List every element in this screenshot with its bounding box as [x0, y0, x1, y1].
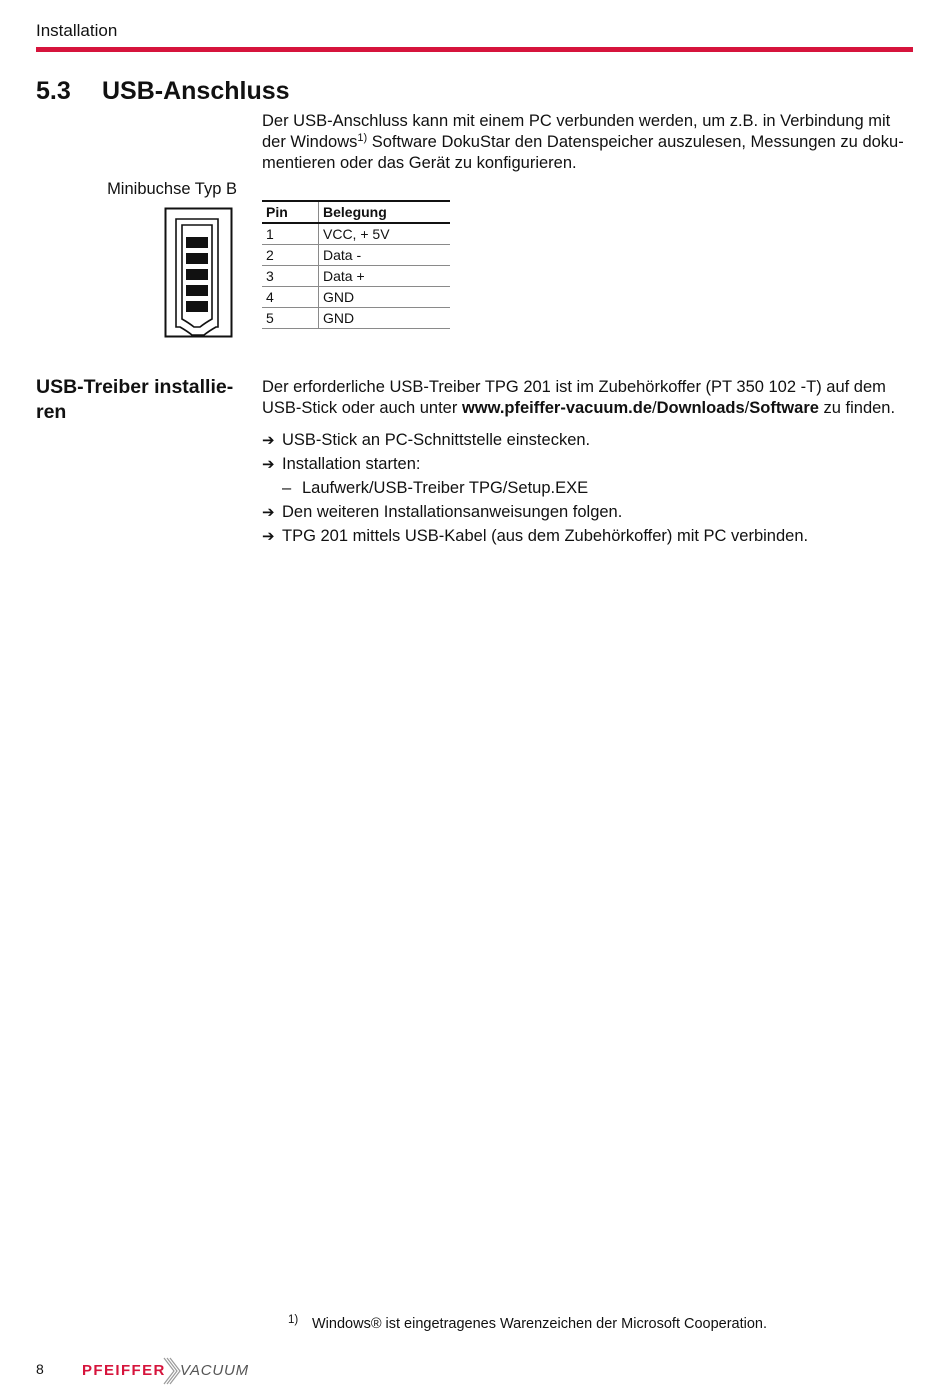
- driver-paragraph: [262, 377, 917, 419]
- table-row: [262, 223, 450, 245]
- footnote-mark: 1): [288, 1314, 299, 1326]
- pin-assignment: GND: [319, 308, 451, 329]
- arrow-right-icon: ➔: [262, 431, 275, 449]
- list-item: [262, 500, 917, 524]
- column-header-pin: Pin: [262, 201, 319, 223]
- section-number: 5.3: [36, 77, 71, 105]
- step-text: TPG 201 mittels USB-Kabel (aus dem Zubehörkoffer) mit PC verbinden.: [282, 527, 809, 545]
- mini-usb-b-socket-icon: [164, 207, 234, 339]
- pin-number: 2: [262, 245, 319, 266]
- setup-path: Laufwerk/USB-Treiber TPG/Setup.EXE: [302, 479, 589, 497]
- dash-bullet: –: [282, 479, 292, 497]
- page-number: 8: [36, 1361, 44, 1377]
- table-row: [262, 308, 450, 329]
- pin-assignment: GND: [319, 287, 451, 308]
- header-rule: [36, 47, 913, 52]
- step-text: Installation starten:: [282, 455, 421, 473]
- step-text: Den weiteren Installationsanweisungen folgen.: [282, 503, 623, 521]
- software-link[interactable]: Software: [749, 399, 819, 417]
- pin-number: 1: [262, 223, 319, 245]
- footnote-text: Windows® ist eingetragenes Warenzeichen der Microsoft Cooperation.: [312, 1316, 768, 1332]
- path-separator: /: [652, 399, 657, 417]
- footnote-reference: 1): [357, 132, 368, 144]
- arrow-right-icon: ➔: [262, 455, 275, 473]
- pin-assignment: Data -: [319, 245, 451, 266]
- intro-text-1: Der USB-Anschluss kann mit einem PC verbunden werden, um z.B. in Verbindung mit der Windows: [262, 112, 891, 151]
- list-item: [262, 524, 917, 548]
- table-row: [262, 266, 450, 287]
- list-item: [262, 476, 917, 500]
- path-separator: /: [744, 399, 750, 417]
- pin-number: 4: [262, 287, 319, 308]
- pfeiffer-vacuum-logo: [82, 1356, 262, 1386]
- logo-text-left: PFEIFFER: [82, 1362, 166, 1379]
- section-title: USB-Anschluss: [102, 77, 290, 105]
- connector-label: Minibuchse Typ B: [107, 180, 237, 198]
- downloads-link[interactable]: Downloads: [656, 399, 745, 417]
- install-steps-list: [262, 428, 917, 548]
- list-item: [262, 428, 917, 452]
- website-link[interactable]: www.pfeiffer-vacuum.de: [461, 399, 653, 417]
- page-header-title: Installation: [36, 21, 118, 40]
- intro-text-2: Software DokuStar den Datenspeicher auszulesen, Messungen zu doku-mentieren oder das Gerät zu konfigurieren.: [262, 133, 904, 172]
- intro-paragraph: [262, 111, 914, 174]
- arrow-right-icon: ➔: [262, 527, 275, 545]
- step-text: USB-Stick an PC-Schnittstelle einstecken.: [282, 431, 591, 449]
- logo-text-right: VACUUM: [180, 1362, 249, 1379]
- pin-number: 5: [262, 308, 319, 329]
- table-header-row: [262, 201, 450, 223]
- arrow-right-icon: ➔: [262, 503, 275, 521]
- column-header-assignment: Belegung: [319, 201, 451, 223]
- table-row: [262, 245, 450, 266]
- logo-wing-icon: [162, 1356, 182, 1386]
- pin-assignment: Data +: [319, 266, 451, 287]
- table-row: [262, 287, 450, 308]
- pin-assignment: VCC, + 5V: [319, 223, 451, 245]
- list-item: [262, 452, 917, 476]
- pin-assignment-table: [262, 200, 450, 329]
- driver-text-1: Der erforderliche USB-Treiber TPG 201 ist im Zubehörkoffer (PT 350 102 -T) auf dem USB-Stick oder auch unter: [262, 378, 886, 417]
- driver-install-heading: USB-Treiber installie-ren: [36, 376, 234, 423]
- pin-number: 3: [262, 266, 319, 287]
- driver-text-2: zu finden.: [818, 399, 896, 417]
